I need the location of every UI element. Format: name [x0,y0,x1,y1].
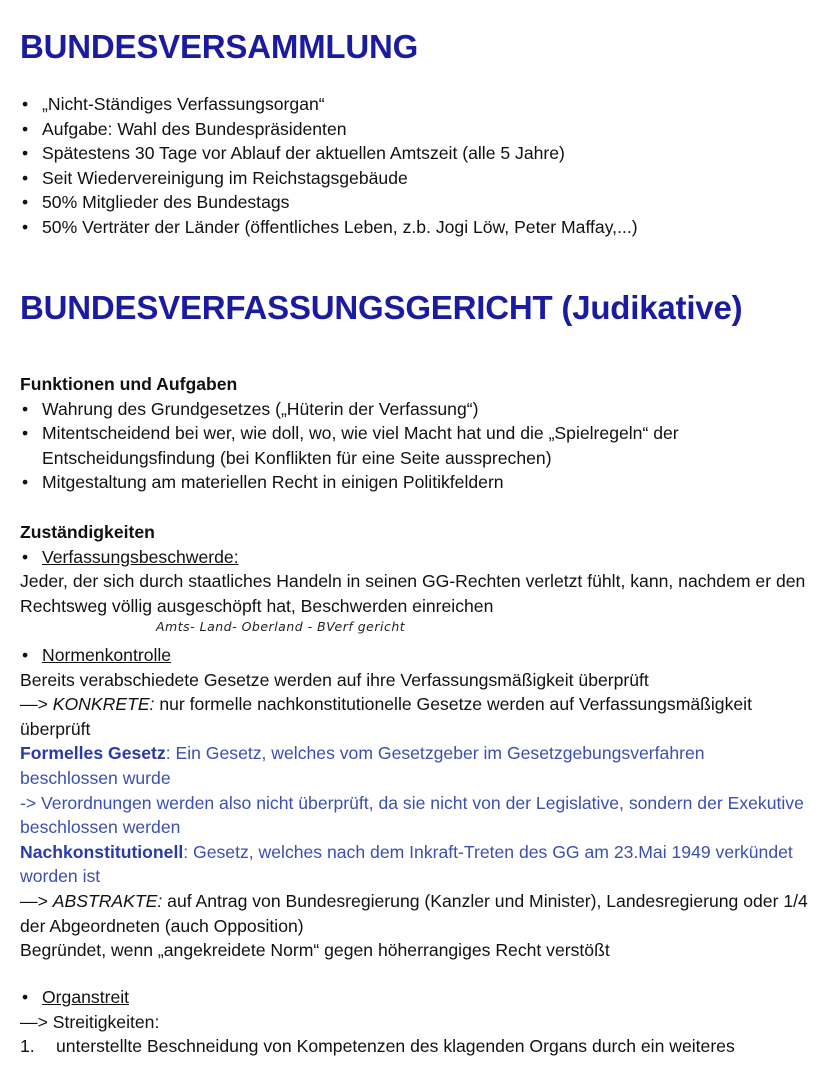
verordnungen-note: -> Verordnungen werden also nicht überprüft, da sie nicht von der Legislative, sondern der Exekutive beschlossen werden [20,792,804,838]
list-item: • Seit Wiedervereinigung im Reichstagsgebäude [22,167,408,188]
organstreit-list [20,1034,820,1059]
funktionen-section [20,372,820,495]
heading-bundesversammlung: BUNDESVERSAMMLUNG [20,28,419,65]
list-item: • „Nicht-Ständiges Verfassungsorgan“ [22,94,325,114]
zustaendigkeiten-section [20,520,820,618]
list-item: • Spätestens 30 Tage vor Ablauf der aktuellen Amtszeit (alle 5 Jahre) [22,143,565,164]
organstreit-section [20,985,820,1059]
heading-bundesverfassungsgericht: BUNDESVERFASSUNGSGERICHT (Judikative) [20,289,743,326]
konkrete-text: —> KONKRETE: nur formelle nachkonstitutionelle Gesetze werden auf Verfassungsmäßigkeit überprüft [20,694,752,739]
zustaendigkeiten-heading: Zuständigkeiten [20,522,155,542]
organstreit-text: —> Streitigkeiten: [20,1011,160,1032]
funktionen-heading: Funktionen und Aufgaben [20,374,238,394]
normenkontrolle-item: • Normenkontrolle [22,645,172,665]
organstreit-item: • Organstreit [22,987,130,1007]
verfassungsbeschwerde-text: Jeder, der sich durch staatliches Handeln in seinen GG-Rechten verletzt fühlt, kann, nachdem er den Rechtsweg völlig ausgeschöpft hat, Beschwerden einreichen [20,571,806,616]
list-item: • Mitentscheidend bei wer, wie doll, wo, wie viel Macht hat und die „Spielregeln“ der Entscheidungsfindung (bei Konflikten für eine Seite aussprechen) [22,423,679,468]
normenkontrolle-text: Bereits verabschiedete Gesetze werden auf ihre Verfassungsmäßigkeit überprüft [20,669,649,690]
abstrakte-text: —> ABSTRAKTE: auf Antrag von Bundesregierung (Kanzler und Minister), Landesregierung oder 1/4 der Abgeordneten (auch Opposition) [20,890,808,936]
begruendet-text: Begründet, wenn „angekreidete Norm“ gegen höherrangiges Recht verstößt [20,940,610,961]
handwritten-note: Amts- Land- Oberland - BVerf gericht [156,619,406,634]
formelles-gesetz-note: Formelles Gesetz: Ein Gesetz, welches vom Gesetzgeber im Gesetzgebungsverfahren beschlossen wurde [20,743,705,788]
list-item: • 50% Mitglieder des Bundestags [22,192,290,213]
list-item: • Mitgestaltung am materiellen Recht in einigen Politikfeldern [22,472,504,493]
list-item: • Wahrung des Grundgesetzes („Hüterin der Verfassung“) [22,398,479,419]
list-item: • Aufgabe: Wahl des Bundespräsidenten [22,118,347,139]
verfassungsbeschwerde-item: • Verfassungsbeschwerde: [22,546,239,567]
normenkontrolle-section [20,643,820,963]
bundesversammlung-list [20,92,638,240]
list-item: 1. unterstellte Beschneidung von Kompetenzen des klagenden Organs durch ein weiteres [20,1036,735,1057]
list-item: • 50% Verträter der Länder (öffentliches Leben, z.b. Jogi Löw, Peter Maffay,...) [22,216,638,237]
nachkonstitutionell-note: Nachkonstitutionell: Gesetz, welches nach dem Inkraft-Treten des GG am 23.Mai 1949 verkündet worden ist [20,841,793,887]
